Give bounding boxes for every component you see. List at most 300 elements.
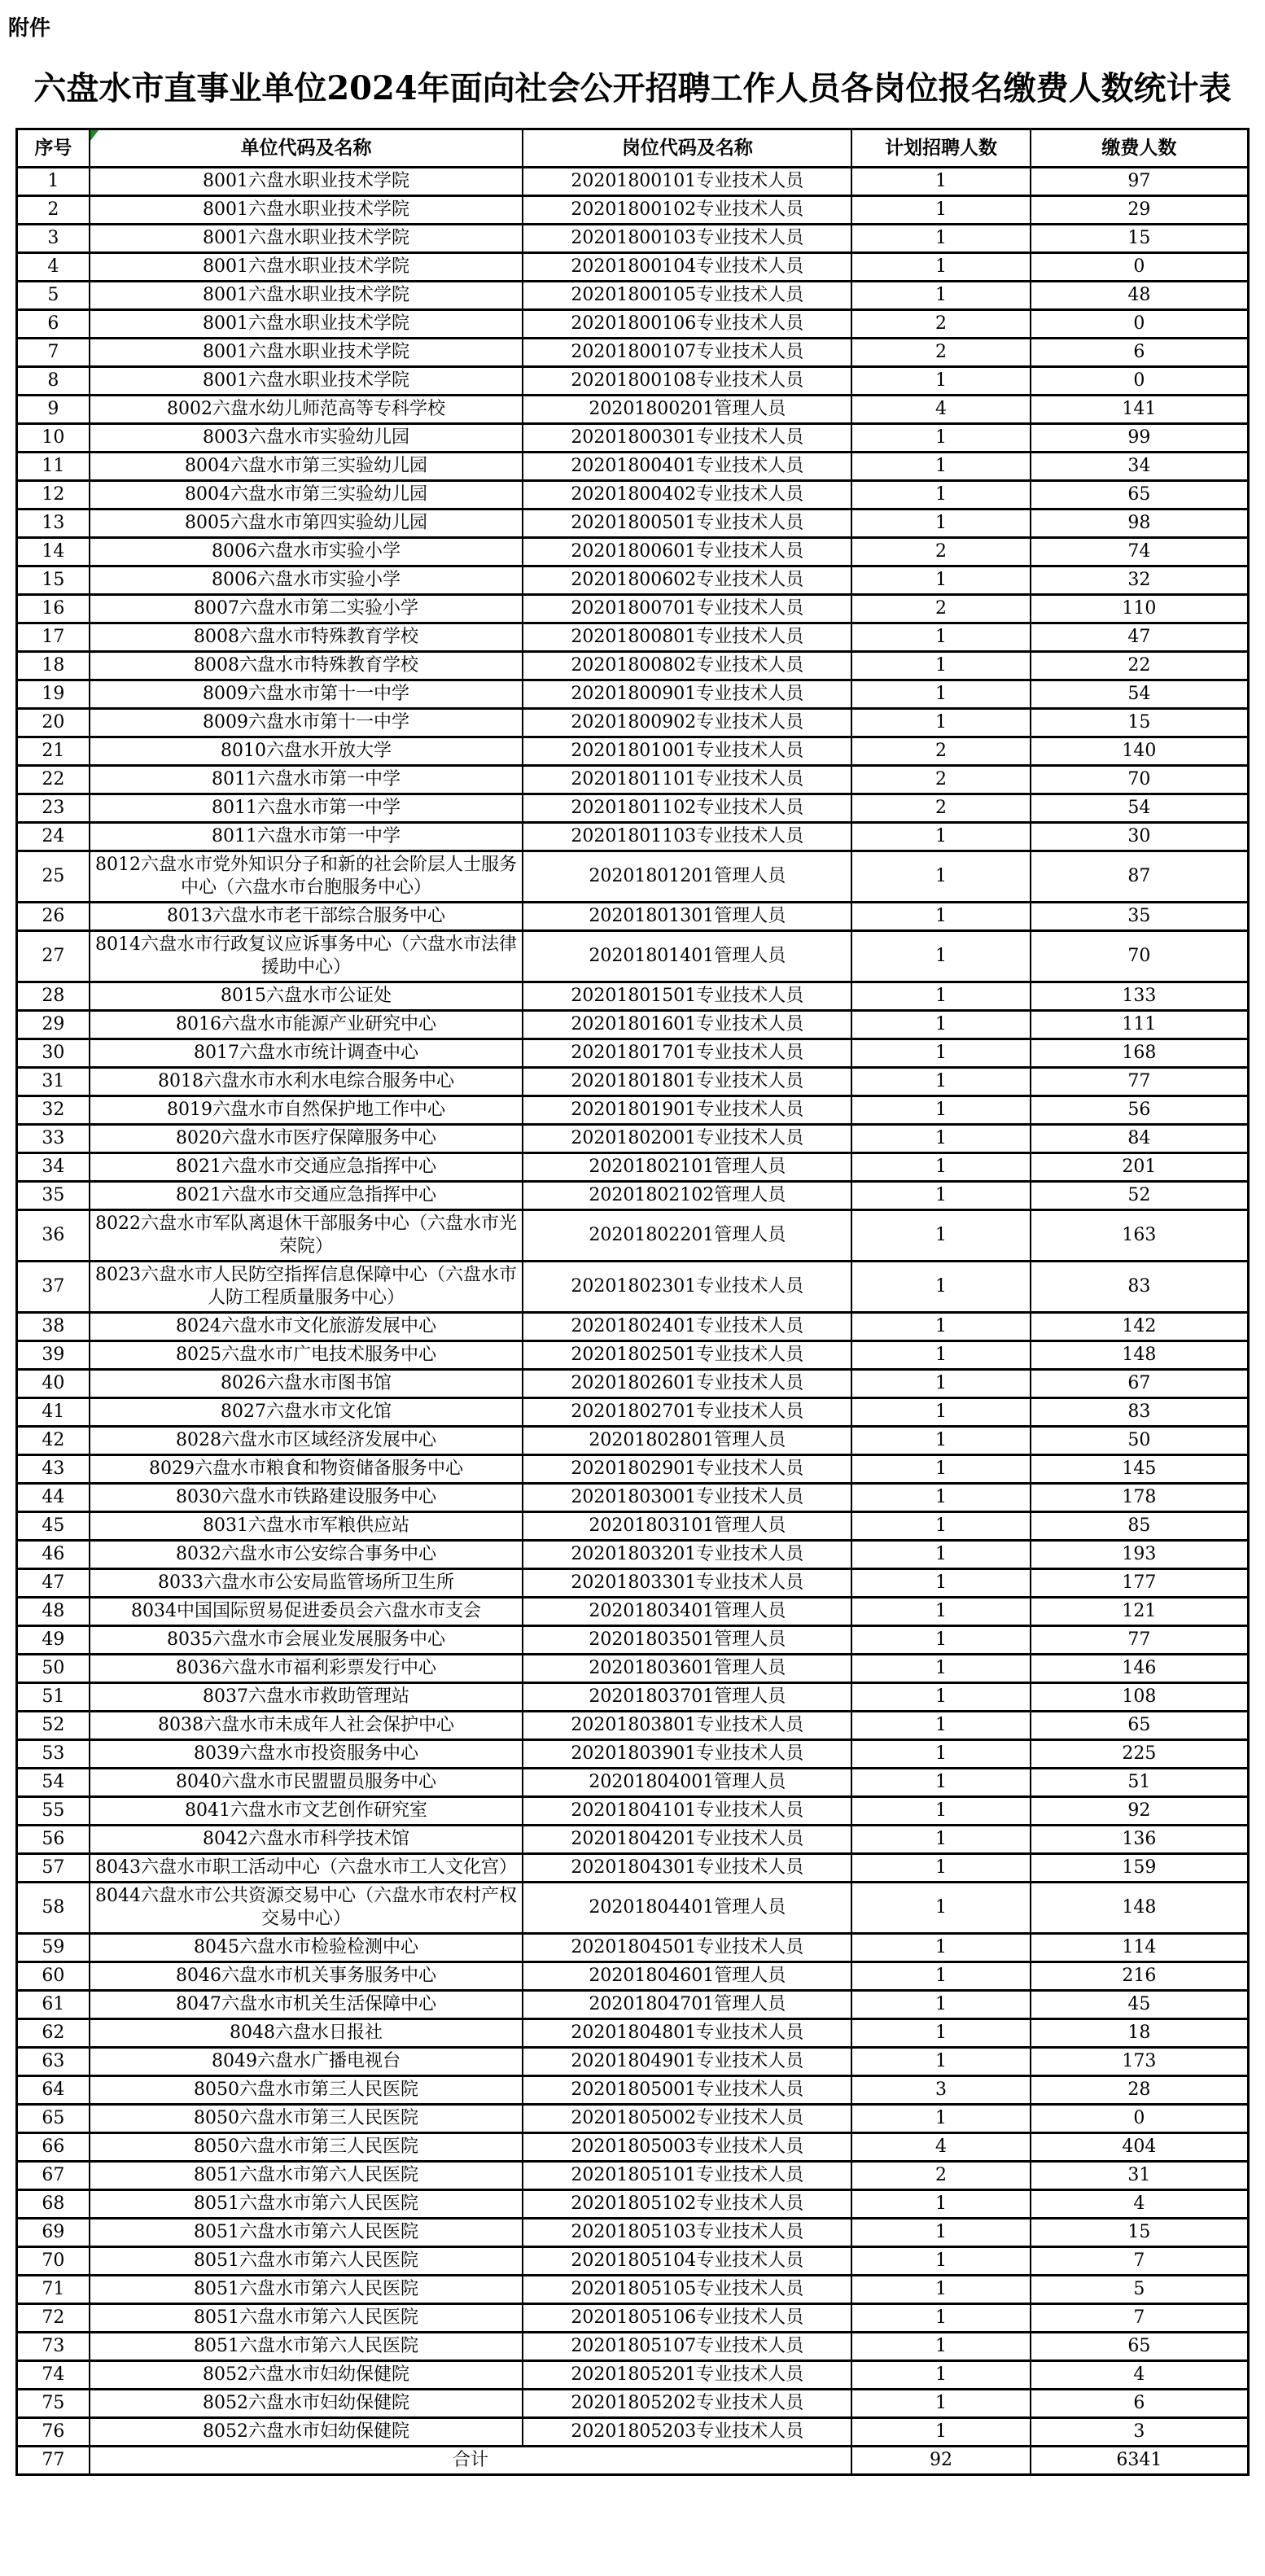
cell-unit: 8051六盘水市第六人民医院	[90, 2162, 523, 2190]
cell-paid: 7	[1031, 2247, 1249, 2276]
total-row	[17, 2447, 1249, 2475]
cell-unit: 8019六盘水市自然保护地工作中心	[90, 1096, 523, 1125]
cell-planned: 1	[851, 1096, 1030, 1125]
total-label: 合计	[90, 2447, 852, 2475]
cell-position: 20201801601专业技术人员	[523, 1011, 851, 1039]
cell-paid: 173	[1031, 2048, 1249, 2076]
cell-position: 20201800802专业技术人员	[523, 652, 851, 680]
cell-unit: 8015六盘水市公证处	[90, 982, 523, 1011]
table-row	[17, 339, 1249, 367]
cell-position: 20201805106专业技术人员	[523, 2304, 851, 2333]
cell-planned: 4	[851, 396, 1030, 424]
table-row	[17, 1455, 1249, 1484]
cell-unit: 8022六盘水市军队离退休干部服务中心（六盘水市光荣院）	[90, 1210, 523, 1262]
cell-paid: 110	[1031, 595, 1249, 623]
cell-planned: 1	[851, 2276, 1030, 2304]
cell-paid: 133	[1031, 982, 1249, 1011]
cell-unit: 8011六盘水市第一中学	[90, 794, 523, 823]
cell-paid: 404	[1031, 2133, 1249, 2162]
cell-paid: 5	[1031, 2276, 1249, 2304]
cell-no: 20	[17, 709, 90, 737]
cell-unit: 8021六盘水市交通应急指挥中心	[90, 1153, 523, 1182]
cell-planned: 1	[851, 453, 1030, 481]
cell-position: 20201801801专业技术人员	[523, 1068, 851, 1096]
cell-planned: 2	[851, 737, 1030, 766]
cell-no: 27	[17, 931, 90, 982]
cell-position: 20201804401管理人员	[523, 1883, 851, 1934]
cell-planned: 1	[851, 510, 1030, 538]
cell-unit: 8037六盘水市救助管理站	[90, 1683, 523, 1712]
cell-planned: 1	[851, 2333, 1030, 2361]
cell-planned: 1	[851, 1427, 1030, 1455]
cell-position: 20201803401管理人员	[523, 1598, 851, 1626]
cell-no: 42	[17, 1427, 90, 1455]
cell-position: 20201804901专业技术人员	[523, 2048, 851, 2076]
col-header-no: 序号	[17, 129, 90, 168]
cell-planned: 1	[851, 1598, 1030, 1626]
cell-unit: 8050六盘水市第三人民医院	[90, 2133, 523, 2162]
cell-position: 20201803901专业技术人员	[523, 1740, 851, 1769]
cell-position: 20201805104专业技术人员	[523, 2247, 851, 2276]
cell-no: 57	[17, 1854, 90, 1883]
cell-no: 46	[17, 1541, 90, 1569]
cell-position: 20201805202专业技术人员	[523, 2390, 851, 2418]
cell-no: 11	[17, 453, 90, 481]
cell-unit: 8011六盘水市第一中学	[90, 766, 523, 794]
cell-unit: 8028六盘水市区域经济发展中心	[90, 1427, 523, 1455]
col-header-unit	[90, 129, 523, 168]
cell-unit: 8006六盘水市实验小学	[90, 566, 523, 595]
cell-paid: 77	[1031, 1068, 1249, 1096]
cell-unit: 8025六盘水市广电技术服务中心	[90, 1341, 523, 1370]
cell-position: 20201805001专业技术人员	[523, 2076, 851, 2105]
cell-position: 20201803101管理人员	[523, 1512, 851, 1541]
table-row	[17, 1370, 1249, 1398]
cell-unit: 8007六盘水市第二实验小学	[90, 595, 523, 623]
table-row	[17, 2361, 1249, 2390]
cell-position: 20201802501专业技术人员	[523, 1341, 851, 1370]
cell-paid: 141	[1031, 396, 1249, 424]
cell-planned: 1	[851, 196, 1030, 225]
cell-no: 66	[17, 2133, 90, 2162]
cell-paid: 77	[1031, 1626, 1249, 1655]
cell-unit: 8039六盘水市投资服务中心	[90, 1740, 523, 1769]
cell-no: 68	[17, 2190, 90, 2219]
cell-unit: 8030六盘水市铁路建设服务中心	[90, 1484, 523, 1512]
cell-no: 63	[17, 2048, 90, 2076]
cell-paid: 48	[1031, 282, 1249, 310]
cell-planned: 1	[851, 1740, 1030, 1769]
cell-paid: 6	[1031, 2390, 1249, 2418]
cell-paid: 97	[1031, 168, 1249, 196]
cell-paid: 74	[1031, 538, 1249, 566]
cell-unit: 8026六盘水市图书馆	[90, 1370, 523, 1398]
cell-position: 20201801401管理人员	[523, 931, 851, 982]
cell-unit: 8009六盘水市第十一中学	[90, 709, 523, 737]
cell-position: 20201804501专业技术人员	[523, 1934, 851, 1962]
cell-position: 20201805201专业技术人员	[523, 2361, 851, 2390]
cell-paid: 31	[1031, 2162, 1249, 2190]
cell-unit: 8001六盘水职业技术学院	[90, 253, 523, 282]
cell-planned: 92	[851, 2447, 1030, 2475]
cell-unit: 8001六盘水职业技术学院	[90, 196, 523, 225]
cell-position: 20201800602专业技术人员	[523, 566, 851, 595]
cell-paid: 70	[1031, 931, 1249, 982]
cell-unit: 8001六盘水职业技术学院	[90, 282, 523, 310]
table-row	[17, 196, 1249, 225]
cell-unit: 8011六盘水市第一中学	[90, 823, 523, 851]
cell-paid: 15	[1031, 225, 1249, 253]
table-row	[17, 2390, 1249, 2418]
table-row	[17, 538, 1249, 566]
cell-no: 5	[17, 282, 90, 310]
cell-no: 54	[17, 1769, 90, 1797]
cell-paid: 0	[1031, 2105, 1249, 2133]
cell-unit: 8003六盘水市实验幼儿园	[90, 424, 523, 453]
header-row	[17, 129, 1249, 168]
cell-unit: 8014六盘水市行政复议应诉事务中心（六盘水市法律援助中心）	[90, 931, 523, 982]
table-row	[17, 1826, 1249, 1854]
cell-position: 20201800301专业技术人员	[523, 424, 851, 453]
table-row	[17, 566, 1249, 595]
cell-position: 20201805101专业技术人员	[523, 2162, 851, 2190]
cell-position: 20201804301专业技术人员	[523, 1854, 851, 1883]
cell-unit: 8010六盘水开放大学	[90, 737, 523, 766]
table-row	[17, 766, 1249, 794]
cell-unit: 8034中国国际贸易促进委员会六盘水市支会	[90, 1598, 523, 1626]
cell-unit: 8027六盘水市文化馆	[90, 1398, 523, 1427]
cell-unit: 8006六盘水市实验小学	[90, 538, 523, 566]
cell-paid: 83	[1031, 1398, 1249, 1427]
cell-planned: 1	[851, 1210, 1030, 1262]
cell-planned: 1	[851, 931, 1030, 982]
cell-paid: 121	[1031, 1598, 1249, 1626]
cell-no: 53	[17, 1740, 90, 1769]
cell-position: 20201800902专业技术人员	[523, 709, 851, 737]
cell-paid: 4	[1031, 2361, 1249, 2390]
cell-planned: 1	[851, 1039, 1030, 1068]
cell-unit: 8051六盘水市第六人民医院	[90, 2276, 523, 2304]
cell-no: 41	[17, 1398, 90, 1427]
cell-unit: 8018六盘水市水利水电综合服务中心	[90, 1068, 523, 1096]
cell-position: 20201800103专业技术人员	[523, 225, 851, 253]
cell-paid: 99	[1031, 424, 1249, 453]
cell-planned: 1	[851, 1797, 1030, 1826]
table-row	[17, 1398, 1249, 1427]
cell-no: 38	[17, 1313, 90, 1341]
cell-unit: 8032六盘水市公安综合事务中心	[90, 1541, 523, 1569]
table-row	[17, 453, 1249, 481]
cell-position: 20201805105专业技术人员	[523, 2276, 851, 2304]
cell-planned: 1	[851, 282, 1030, 310]
cell-paid: 15	[1031, 2219, 1249, 2247]
cell-planned: 1	[851, 1153, 1030, 1182]
cell-no: 71	[17, 2276, 90, 2304]
cell-paid: 145	[1031, 1455, 1249, 1484]
col-header-position: 岗位代码及名称	[523, 129, 851, 168]
cell-no: 31	[17, 1068, 90, 1096]
cell-paid: 163	[1031, 1210, 1249, 1262]
table-row	[17, 737, 1249, 766]
cell-no: 21	[17, 737, 90, 766]
cell-no: 43	[17, 1455, 90, 1484]
cell-no: 12	[17, 481, 90, 510]
cell-planned: 1	[851, 2190, 1030, 2219]
cell-paid: 92	[1031, 1797, 1249, 1826]
cell-no: 45	[17, 1512, 90, 1541]
table-row	[17, 1683, 1249, 1712]
table-row	[17, 1541, 1249, 1569]
cell-no: 51	[17, 1683, 90, 1712]
cell-planned: 1	[851, 1683, 1030, 1712]
cell-unit: 8008六盘水市特殊教育学校	[90, 623, 523, 652]
table-row	[17, 595, 1249, 623]
table-row	[17, 2304, 1249, 2333]
cell-unit: 8051六盘水市第六人民医院	[90, 2333, 523, 2361]
cell-planned: 1	[851, 680, 1030, 709]
cell-planned: 1	[851, 2247, 1030, 2276]
cell-paid: 178	[1031, 1484, 1249, 1512]
table-row	[17, 1598, 1249, 1626]
cell-planned: 2	[851, 339, 1030, 367]
cell-unit: 8023六盘水市人民防空指挥信息保障中心（六盘水市人防工程质量服务中心）	[90, 1262, 523, 1313]
cell-planned: 1	[851, 1512, 1030, 1541]
cell-planned: 1	[851, 424, 1030, 453]
cell-planned: 1	[851, 2019, 1030, 2048]
table-row	[17, 2105, 1249, 2133]
cell-position: 20201802701专业技术人员	[523, 1398, 851, 1427]
cell-unit: 8001六盘水职业技术学院	[90, 225, 523, 253]
cell-unit: 8031六盘水市军粮供应站	[90, 1512, 523, 1541]
cell-position: 20201802401专业技术人员	[523, 1313, 851, 1341]
col-header-unit-label: 单位代码及名称	[240, 137, 372, 159]
cell-planned: 1	[851, 2418, 1030, 2447]
cell-paid: 65	[1031, 1712, 1249, 1740]
cell-no: 56	[17, 1826, 90, 1854]
cell-no: 24	[17, 823, 90, 851]
cell-no: 32	[17, 1096, 90, 1125]
table-row	[17, 1039, 1249, 1068]
cell-unit: 8035六盘水市会展业发展服务中心	[90, 1626, 523, 1655]
cell-paid: 148	[1031, 1883, 1249, 1934]
cell-unit: 8050六盘水市第三人民医院	[90, 2105, 523, 2133]
cell-planned: 1	[851, 1398, 1030, 1427]
cell-unit: 8008六盘水市特殊教育学校	[90, 652, 523, 680]
cell-paid: 54	[1031, 794, 1249, 823]
cell-planned: 1	[851, 1541, 1030, 1569]
cell-unit: 8012六盘水市党外知识分子和新的社会阶层人士服务中心（六盘水市台胞服务中心）	[90, 851, 523, 903]
cell-no: 59	[17, 1934, 90, 1962]
cell-unit: 8004六盘水市第三实验幼儿园	[90, 453, 523, 481]
table-row	[17, 1934, 1249, 1962]
cell-position: 20201800701专业技术人员	[523, 595, 851, 623]
cell-planned: 1	[851, 1011, 1030, 1039]
cell-no: 75	[17, 2390, 90, 2418]
table-row	[17, 2276, 1249, 2304]
cell-position: 20201801301管理人员	[523, 903, 851, 931]
table-row	[17, 367, 1249, 396]
cell-position: 20201805107专业技术人员	[523, 2333, 851, 2361]
cell-paid: 30	[1031, 823, 1249, 851]
cell-no: 1	[17, 168, 90, 196]
cell-no: 64	[17, 2076, 90, 2105]
cell-paid: 225	[1031, 1740, 1249, 1769]
cell-unit: 8017六盘水市统计调查中心	[90, 1039, 523, 1068]
cell-unit: 8001六盘水职业技术学院	[90, 168, 523, 196]
cell-no: 13	[17, 510, 90, 538]
cell-unit: 8052六盘水市妇幼保健院	[90, 2361, 523, 2390]
cell-unit: 8052六盘水市妇幼保健院	[90, 2390, 523, 2418]
table-row	[17, 1712, 1249, 1740]
table-row	[17, 1262, 1249, 1313]
cell-planned: 1	[851, 566, 1030, 595]
cell-no: 14	[17, 538, 90, 566]
cell-no: 74	[17, 2361, 90, 2390]
cell-paid: 34	[1031, 453, 1249, 481]
cell-no: 26	[17, 903, 90, 931]
cell-no: 58	[17, 1883, 90, 1934]
table-row	[17, 2076, 1249, 2105]
cell-paid: 18	[1031, 2019, 1249, 2048]
table-row	[17, 2019, 1249, 2048]
cell-position: 20201802901专业技术人员	[523, 1455, 851, 1484]
cell-paid: 216	[1031, 1962, 1249, 1991]
page-title: 六盘水市直事业单位2024年面向社会公开招聘工作人员各岗位报名缴费人数统计表	[33, 69, 1232, 107]
cell-position: 20201801103专业技术人员	[523, 823, 851, 851]
cell-unit: 8036六盘水市福利彩票发行中心	[90, 1655, 523, 1683]
cell-planned: 1	[851, 1125, 1030, 1153]
cell-unit: 8005六盘水市第四实验幼儿园	[90, 510, 523, 538]
cell-paid: 136	[1031, 1826, 1249, 1854]
cell-paid: 65	[1031, 2333, 1249, 2361]
col-header-planned: 计划招聘人数	[851, 129, 1030, 168]
cell-paid: 0	[1031, 253, 1249, 282]
table-row	[17, 709, 1249, 737]
cell-paid: 85	[1031, 1512, 1249, 1541]
cell-no: 35	[17, 1182, 90, 1210]
cell-unit: 8001六盘水职业技术学院	[90, 367, 523, 396]
cell-paid: 6341	[1031, 2447, 1249, 2475]
cell-unit: 8029六盘水市粮食和物资储备服务中心	[90, 1455, 523, 1484]
cell-paid: 4	[1031, 2190, 1249, 2219]
cell-paid: 142	[1031, 1313, 1249, 1341]
table-row	[17, 1569, 1249, 1598]
cell-position: 20201800106专业技术人员	[523, 310, 851, 339]
cell-no: 34	[17, 1153, 90, 1182]
cell-position: 20201805102专业技术人员	[523, 2190, 851, 2219]
cell-position: 20201802201管理人员	[523, 1210, 851, 1262]
cell-no: 25	[17, 851, 90, 903]
cell-planned: 1	[851, 225, 1030, 253]
cell-unit: 8024六盘水市文化旅游发展中心	[90, 1313, 523, 1341]
cell-position: 20201800501专业技术人员	[523, 510, 851, 538]
cell-position: 20201800601专业技术人员	[523, 538, 851, 566]
cell-position: 20201805002专业技术人员	[523, 2105, 851, 2133]
table-row	[17, 823, 1249, 851]
cell-planned: 1	[851, 1962, 1030, 1991]
cell-unit: 8002六盘水幼儿师范高等专科学校	[90, 396, 523, 424]
cell-paid: 67	[1031, 1370, 1249, 1398]
cell-paid: 108	[1031, 1683, 1249, 1712]
cell-planned: 3	[851, 2076, 1030, 2105]
cell-unit: 8001六盘水职业技术学院	[90, 339, 523, 367]
cell-position: 20201803701管理人员	[523, 1683, 851, 1712]
table-row	[17, 652, 1249, 680]
cell-paid: 3	[1031, 2418, 1249, 2447]
cell-planned: 1	[851, 903, 1030, 931]
cell-position: 20201803001专业技术人员	[523, 1484, 851, 1512]
cell-planned: 1	[851, 851, 1030, 903]
table-row	[17, 1512, 1249, 1541]
cell-planned: 1	[851, 982, 1030, 1011]
cell-paid: 50	[1031, 1427, 1249, 1455]
cell-no: 70	[17, 2247, 90, 2276]
cell-position: 20201801001专业技术人员	[523, 737, 851, 766]
table-row	[17, 680, 1249, 709]
cell-no: 60	[17, 1962, 90, 1991]
cell-no: 37	[17, 1262, 90, 1313]
cell-no: 49	[17, 1626, 90, 1655]
cell-no: 69	[17, 2219, 90, 2247]
green-corner-marker	[90, 130, 98, 141]
cell-unit: 8020六盘水市医疗保障服务中心	[90, 1125, 523, 1153]
cell-position: 20201805003专业技术人员	[523, 2133, 851, 2162]
cell-position: 20201801101专业技术人员	[523, 766, 851, 794]
cell-unit: 8004六盘水市第三实验幼儿园	[90, 481, 523, 510]
cell-unit: 8044六盘水市公共资源交易中心（六盘水市农村产权交易中心）	[90, 1883, 523, 1934]
table-row	[17, 2247, 1249, 2276]
cell-position: 20201803501管理人员	[523, 1626, 851, 1655]
cell-unit: 8052六盘水市妇幼保健院	[90, 2418, 523, 2447]
cell-unit: 8040六盘水市民盟盟员服务中心	[90, 1769, 523, 1797]
cell-planned: 1	[851, 2361, 1030, 2390]
cell-unit: 8051六盘水市第六人民医院	[90, 2219, 523, 2247]
cell-paid: 7	[1031, 2304, 1249, 2333]
cell-position: 20201800801专业技术人员	[523, 623, 851, 652]
cell-paid: 84	[1031, 1125, 1249, 1153]
cell-position: 20201800107专业技术人员	[523, 339, 851, 367]
table-row	[17, 1883, 1249, 1934]
table-row	[17, 1484, 1249, 1512]
cell-paid: 177	[1031, 1569, 1249, 1598]
cell-planned: 1	[851, 1569, 1030, 1598]
cell-planned: 1	[851, 1769, 1030, 1797]
cell-planned: 1	[851, 823, 1030, 851]
cell-unit: 8013六盘水市老干部综合服务中心	[90, 903, 523, 931]
table-row	[17, 1797, 1249, 1826]
cell-no: 55	[17, 1797, 90, 1826]
cell-planned: 1	[851, 1854, 1030, 1883]
cell-paid: 22	[1031, 652, 1249, 680]
cell-position: 20201804701管理人员	[523, 1991, 851, 2019]
cell-position: 20201803201专业技术人员	[523, 1541, 851, 1569]
table-row	[17, 2190, 1249, 2219]
cell-no: 17	[17, 623, 90, 652]
cell-unit: 8042六盘水市科学技术馆	[90, 1826, 523, 1854]
cell-planned: 1	[851, 168, 1030, 196]
cell-no: 18	[17, 652, 90, 680]
cell-unit: 8045六盘水市检验检测中心	[90, 1934, 523, 1962]
cell-no: 8	[17, 367, 90, 396]
cell-position: 20201802101管理人员	[523, 1153, 851, 1182]
cell-unit: 8050六盘水市第三人民医院	[90, 2076, 523, 2105]
table-row	[17, 1341, 1249, 1370]
cell-position: 20201804801专业技术人员	[523, 2019, 851, 2048]
table-row	[17, 1740, 1249, 1769]
cell-no: 44	[17, 1484, 90, 1512]
cell-planned: 2	[851, 794, 1030, 823]
table-row	[17, 2333, 1249, 2361]
